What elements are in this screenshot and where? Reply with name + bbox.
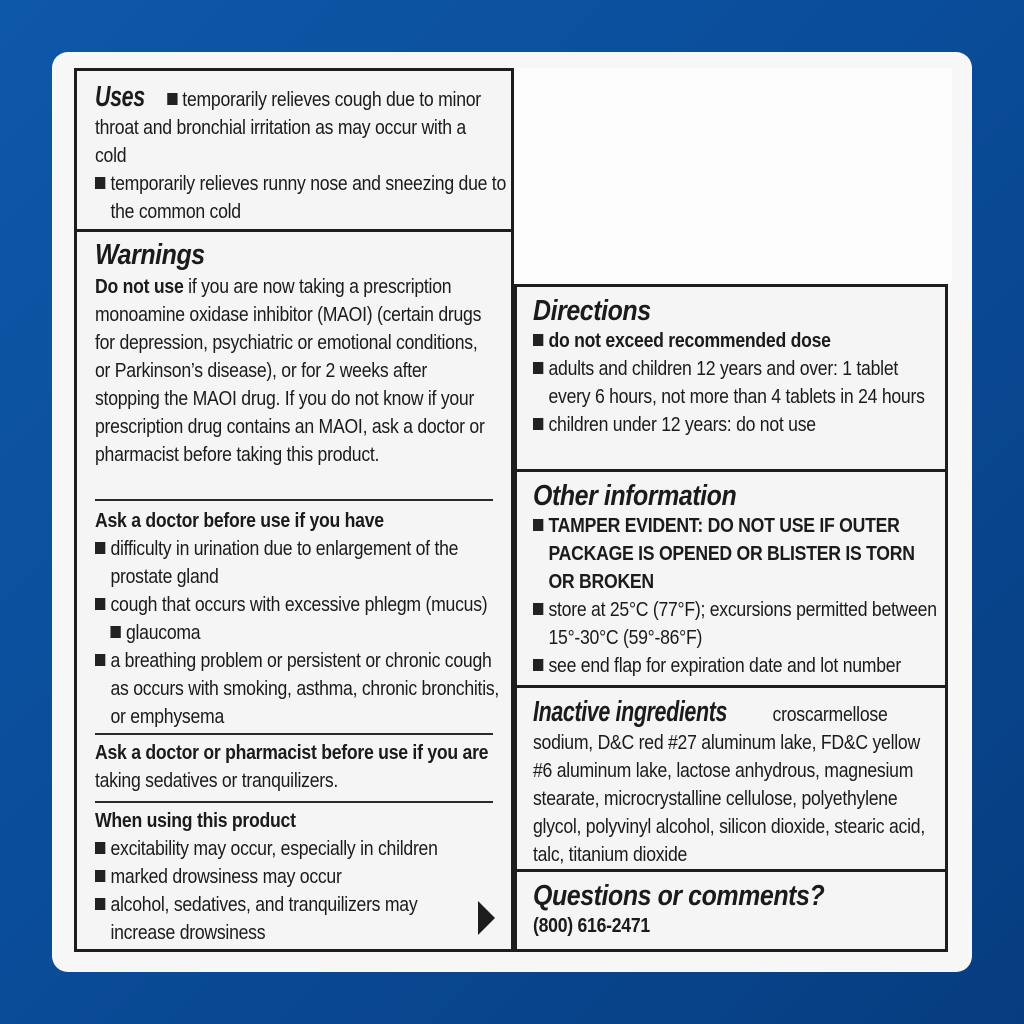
uses-section — [77, 81, 511, 226]
warnings-heading: Warnings — [95, 239, 205, 271]
list-item-text: alcohol, sedatives, and tranquilizers may increase drowsiness — [110, 893, 418, 944]
bullet-icon — [533, 362, 543, 374]
questions-section — [514, 869, 948, 952]
list-item — [95, 647, 508, 731]
section-divider — [77, 229, 511, 232]
inactive-ingredients-text: croscarmellose sodium, D&C red #27 aluminum lake, FD&C yellow #6 aluminum lake, lactose anhydrous, magnesium stearate, microcrystalline cellulose, polyethylene glycol, polyvinyl alcohol, silicon dioxide, stearic acid, talc, titanium dioxide — [533, 703, 925, 866]
list-item-text: store at 25°C (77°F); excursions permitted between 15°-30°C (59°-86°F) — [548, 598, 937, 649]
list-item — [533, 652, 944, 680]
inactive-ingredients-section — [514, 685, 948, 872]
ask-pharmacist-text: taking sedatives or tranquilizers. — [95, 769, 339, 792]
subsection-divider — [95, 733, 493, 735]
ask-doctor-section — [77, 507, 511, 731]
inactive-ingredients-heading: Inactive ingredients — [533, 696, 728, 728]
drug-facts-left-column — [74, 68, 514, 952]
bullet-icon — [95, 898, 105, 910]
other-information-heading: Other information — [533, 480, 737, 512]
bullet-icon — [533, 334, 543, 346]
phone-number: (800) 616-2471 — [533, 914, 650, 937]
bullet-icon — [167, 93, 177, 105]
bullet-icon — [533, 659, 543, 671]
list-item — [533, 512, 944, 596]
list-item — [533, 411, 944, 439]
bullet-icon — [95, 654, 105, 666]
directions-section — [514, 284, 948, 472]
list-item-text: excitability may occur, especially in children — [110, 837, 438, 860]
do-not-use-text: if you are now taking a prescription monoamine oxidase inhibitor (MAOI) (certain drugs for depression, psychiatric or emotional conditions, or Parkinson’s disease), or for 2 weeks after stopping the MAOI drug. If you do not know if your prescription drug contains an MAOI, ask a doctor or pharmacist before taking this product. — [95, 275, 485, 466]
blank-area — [514, 68, 952, 284]
do-not-use-label: Do not use — [95, 275, 184, 298]
list-item-text: see end flap for expiration date and lot number — [548, 654, 901, 677]
when-using-section — [77, 807, 511, 947]
bullet-icon — [95, 842, 105, 854]
subsection-divider — [95, 499, 493, 501]
subsection-divider — [95, 801, 493, 803]
bullet-icon — [95, 870, 105, 882]
uses-item-row — [95, 170, 508, 226]
bullet-icon — [533, 603, 543, 615]
list-item-text: marked drowsiness may occur — [110, 865, 342, 888]
list-item — [95, 863, 508, 891]
bullet-icon — [95, 177, 105, 189]
list-item — [95, 835, 508, 863]
list-item-text: TAMPER EVIDENT: DO NOT USE IF OUTER PACKAGE IS OPENED OR BLISTER IS TORN OR BROKEN — [548, 514, 915, 593]
list-item-text: difficulty in urination due to enlargement of the prostate gland — [110, 537, 459, 588]
questions-heading: Questions or comments? — [533, 880, 825, 912]
bullet-icon — [533, 418, 543, 430]
list-item-text: children under 12 years: do not use — [548, 413, 816, 436]
list-item-text: a breathing problem or persistent or chronic cough as occurs with smoking, asthma, chronic bronchitis, or emphysema — [110, 649, 500, 728]
ask-pharmacist-section — [77, 739, 511, 795]
list-item — [533, 327, 944, 355]
when-using-heading: When using this product — [95, 809, 296, 832]
uses-item: temporarily relieves runny nose and sneezing due to the common cold — [110, 172, 506, 223]
uses-item: temporarily relieves cough due to minor throat and bronchial irritation as may occur with a cold — [95, 88, 481, 167]
uses-heading: Uses — [95, 81, 145, 113]
continue-arrow-icon — [478, 901, 495, 935]
list-item-text: adults and children 12 years and over: 1 tablet every 6 hours, not more than 4 tablets in 24 hours — [548, 357, 925, 408]
list-item — [95, 535, 508, 591]
other-information-section — [514, 469, 948, 688]
bullet-icon — [95, 542, 105, 554]
ask-doctor-heading: Ask a doctor before use if you have — [95, 509, 384, 532]
ask-pharmacist-heading: Ask a doctor or pharmacist before use if you are — [95, 741, 489, 764]
list-item — [533, 355, 944, 411]
bullet-icon — [533, 519, 543, 531]
list-item — [533, 596, 944, 652]
list-item-text: glaucoma — [125, 621, 201, 644]
list-item — [95, 591, 508, 647]
bullet-icon — [95, 598, 105, 610]
warnings-section — [77, 239, 511, 469]
list-item-text: cough that occurs with excessive phlegm (mucus) — [110, 593, 488, 616]
list-item-text: do not exceed recommended dose — [548, 329, 831, 352]
directions-heading: Directions — [533, 295, 651, 327]
list-item — [95, 891, 453, 947]
bullet-icon — [110, 626, 120, 638]
